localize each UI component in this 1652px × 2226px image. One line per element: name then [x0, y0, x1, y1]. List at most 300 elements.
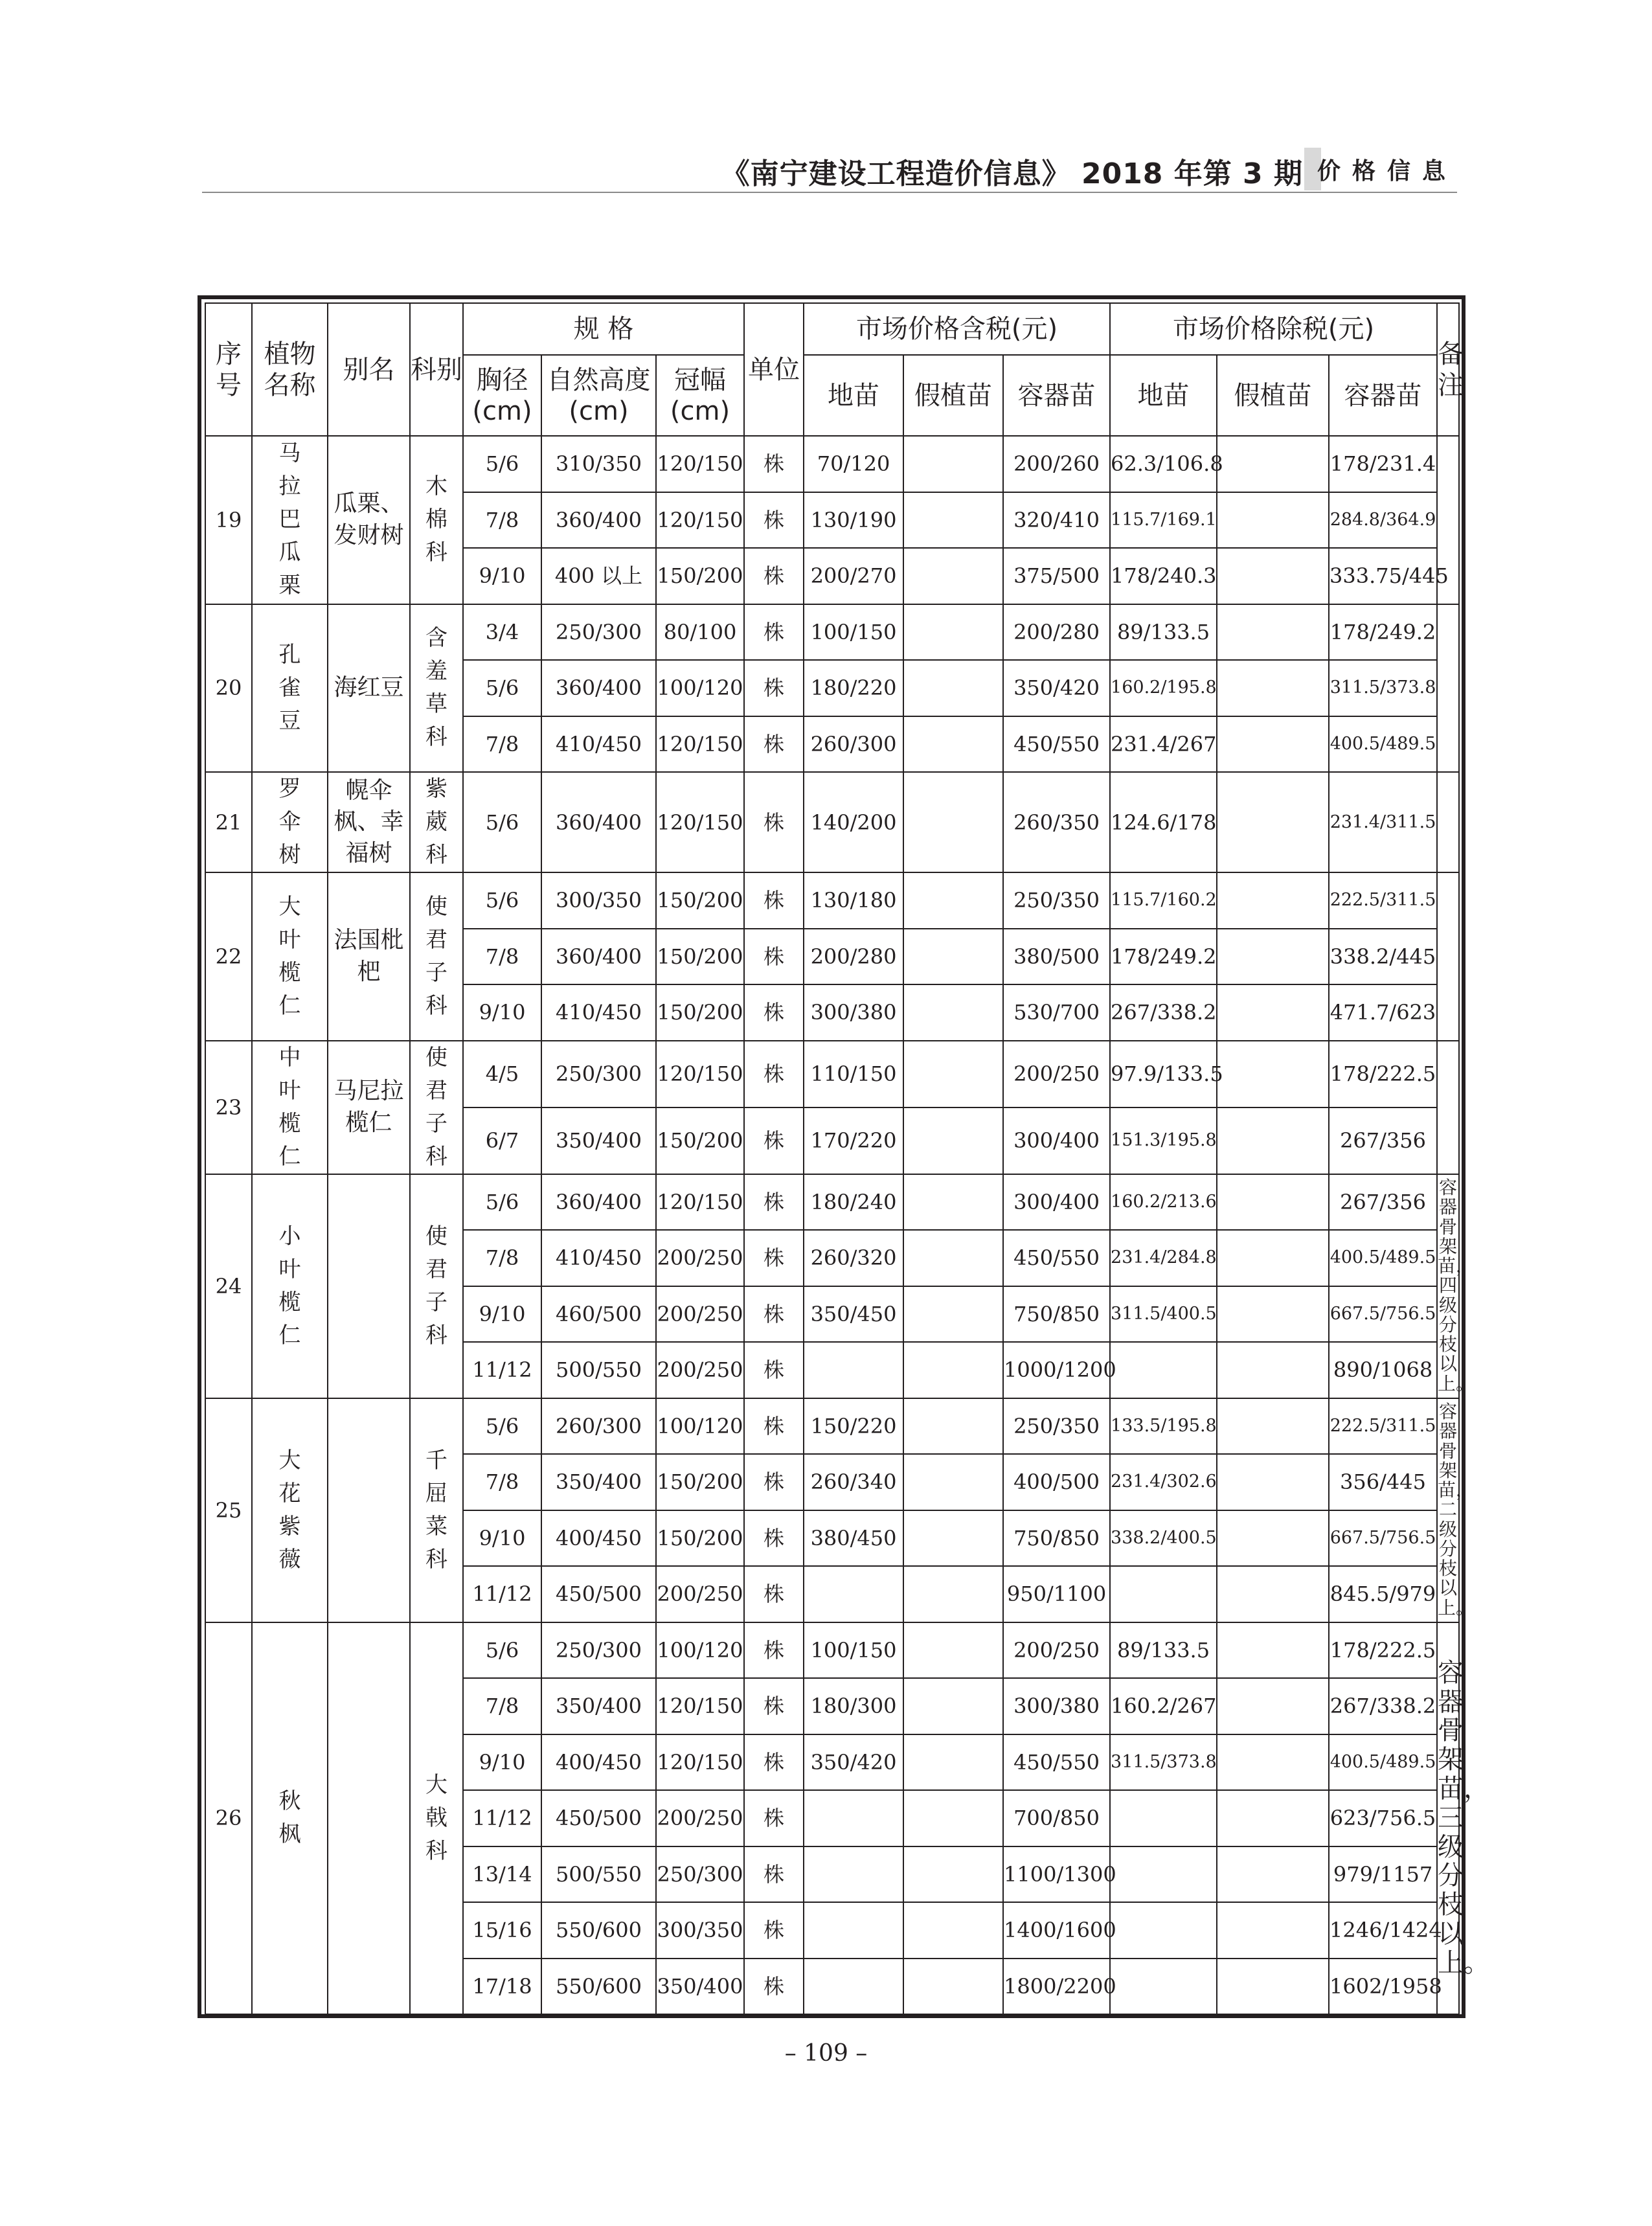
container-notax-cell: 471.7/623	[1329, 984, 1437, 1041]
ground-tax-cell: 100/150	[804, 604, 903, 661]
unit-cell: 株	[744, 1902, 804, 1959]
container-notax-cell: 222.5/311.5	[1329, 1398, 1437, 1455]
header-price-notax: 市场价格除税(元)	[1110, 303, 1437, 355]
height-cell: 410/450	[541, 716, 656, 773]
ground-tax-cell	[804, 1846, 903, 1903]
ground-tax-cell: 110/150	[804, 1041, 903, 1107]
height-cell: 360/400	[541, 772, 656, 872]
fake-tax-cell	[903, 436, 1003, 492]
container-notax-cell: 400.5/489.5	[1329, 1734, 1437, 1791]
fake-notax-cell	[1217, 1174, 1329, 1231]
fake-notax-cell	[1217, 1734, 1329, 1791]
crown-cell: 250/300	[656, 1846, 744, 1903]
table-row	[205, 872, 1459, 929]
unit-cell: 株	[744, 1107, 804, 1174]
container-notax-cell: 356/445	[1329, 1454, 1437, 1510]
container-notax-cell: 1246/1424	[1329, 1902, 1437, 1959]
dbh-cell: 9/10	[463, 548, 541, 604]
note-cell	[1437, 1041, 1459, 1174]
height-cell: 400 以上	[541, 548, 656, 604]
container-notax-cell: 178/231.4	[1329, 436, 1437, 492]
height-cell: 410/450	[541, 1230, 656, 1286]
unit-cell: 株	[744, 1398, 804, 1455]
unit-cell: 株	[744, 716, 804, 773]
height-cell: 550/600	[541, 1959, 656, 2015]
dbh-cell: 11/12	[463, 1790, 541, 1846]
container-tax-cell: 200/260	[1003, 436, 1110, 492]
dbh-cell: 5/6	[463, 872, 541, 929]
header-note: 备注	[1437, 303, 1459, 436]
crown-cell: 120/150	[656, 1678, 744, 1734]
header-height: 自然高度(cm)	[541, 355, 656, 436]
container-tax-cell: 320/410	[1003, 492, 1110, 549]
dbh-cell: 9/10	[463, 1286, 541, 1343]
header-dbh: 胸径(cm)	[463, 355, 541, 436]
unit-cell: 株	[744, 929, 804, 985]
header-alias: 别名	[328, 303, 410, 436]
header-ground-tax: 地苗	[804, 355, 903, 436]
crown-cell: 120/150	[656, 716, 744, 773]
crown-cell: 120/150	[656, 1734, 744, 1791]
container-tax-cell: 1800/2200	[1003, 1959, 1110, 2015]
dbh-cell: 9/10	[463, 1510, 541, 1567]
seq-cell: 24	[205, 1174, 252, 1398]
fake-notax-cell	[1217, 1041, 1329, 1107]
dbh-cell: 9/10	[463, 1734, 541, 1791]
table-row	[205, 604, 1459, 661]
container-tax-cell: 400/500	[1003, 1454, 1110, 1510]
container-notax-cell: 231.4/311.5	[1329, 772, 1437, 872]
fake-tax-cell	[903, 1622, 1003, 1679]
height-cell: 360/400	[541, 492, 656, 549]
fake-tax-cell	[903, 1398, 1003, 1455]
crown-cell: 100/120	[656, 660, 744, 716]
header-fake-tax: 假植苗	[903, 355, 1003, 436]
fake-notax-cell	[1217, 604, 1329, 661]
ground-notax-cell: 115.7/169.1	[1110, 492, 1217, 549]
ground-tax-cell	[804, 1902, 903, 1959]
dbh-cell: 7/8	[463, 716, 541, 773]
container-tax-cell: 250/350	[1003, 1398, 1110, 1455]
crown-cell: 150/200	[656, 548, 744, 604]
container-tax-cell: 375/500	[1003, 548, 1110, 604]
family-cell: 千屈菜科	[410, 1398, 463, 1622]
ground-notax-cell: 124.6/178	[1110, 772, 1217, 872]
height-cell: 450/500	[541, 1566, 656, 1622]
unit-cell: 株	[744, 772, 804, 872]
container-tax-cell: 200/250	[1003, 1041, 1110, 1107]
family-cell: 含羞草科	[410, 604, 463, 773]
crown-cell: 200/250	[656, 1790, 744, 1846]
ground-tax-cell: 180/240	[804, 1174, 903, 1231]
ground-tax-cell: 150/220	[804, 1398, 903, 1455]
fake-notax-cell	[1217, 1678, 1329, 1734]
unit-cell: 株	[744, 872, 804, 929]
note-cell	[1437, 872, 1459, 1041]
plant-name-cell: 罗伞树	[252, 772, 328, 872]
seq-cell: 26	[205, 1622, 252, 2015]
dbh-cell: 11/12	[463, 1566, 541, 1622]
container-tax-cell: 450/550	[1003, 716, 1110, 773]
seq-cell: 19	[205, 436, 252, 604]
plant-name-cell: 马拉巴瓜栗	[252, 436, 328, 604]
unit-cell: 株	[744, 492, 804, 549]
header-spec: 规 格	[463, 303, 744, 355]
fake-tax-cell	[903, 1041, 1003, 1107]
height-cell: 300/350	[541, 872, 656, 929]
dbh-cell: 9/10	[463, 984, 541, 1041]
fake-tax-cell	[903, 660, 1003, 716]
height-cell: 250/300	[541, 604, 656, 661]
crown-cell: 150/200	[656, 872, 744, 929]
fake-tax-cell	[903, 1734, 1003, 1791]
container-notax-cell: 333.75/445	[1329, 548, 1437, 604]
table-row	[205, 1622, 1459, 1679]
container-tax-cell: 300/400	[1003, 1107, 1110, 1174]
ground-notax-cell	[1110, 1342, 1217, 1398]
container-tax-cell: 260/350	[1003, 772, 1110, 872]
ground-tax-cell: 350/420	[804, 1734, 903, 1791]
crown-cell: 300/350	[656, 1902, 744, 1959]
fake-tax-cell	[903, 1107, 1003, 1174]
container-tax-cell: 450/550	[1003, 1230, 1110, 1286]
fake-notax-cell	[1217, 716, 1329, 773]
header-plant-name: 植物名称	[252, 303, 328, 436]
unit-cell: 株	[744, 1174, 804, 1231]
ground-tax-cell	[804, 1342, 903, 1398]
crown-cell: 150/200	[656, 929, 744, 985]
fake-notax-cell	[1217, 1454, 1329, 1510]
fake-notax-cell	[1217, 1902, 1329, 1959]
dbh-cell: 13/14	[463, 1846, 541, 1903]
ground-notax-cell: 231.4/284.8	[1110, 1230, 1217, 1286]
fake-tax-cell	[903, 1174, 1003, 1231]
ground-tax-cell: 180/220	[804, 660, 903, 716]
fake-notax-cell	[1217, 1342, 1329, 1398]
ground-tax-cell: 350/450	[804, 1286, 903, 1343]
container-notax-cell: 178/249.2	[1329, 604, 1437, 661]
ground-notax-cell	[1110, 1959, 1217, 2015]
crown-cell: 150/200	[656, 1107, 744, 1174]
height-cell: 460/500	[541, 1286, 656, 1343]
page-header	[202, 148, 1457, 193]
table-row	[205, 1174, 1459, 1231]
seq-cell: 25	[205, 1398, 252, 1622]
height-cell: 250/300	[541, 1041, 656, 1107]
container-tax-cell: 950/1100	[1003, 1566, 1110, 1622]
fake-tax-cell	[903, 1510, 1003, 1567]
dbh-cell: 7/8	[463, 929, 541, 985]
header-price-tax: 市场价格含税(元)	[804, 303, 1110, 355]
ground-notax-cell: 178/240.3	[1110, 548, 1217, 604]
crown-cell: 120/150	[656, 1041, 744, 1107]
header-family: 科别	[410, 303, 463, 436]
family-cell: 使君子科	[410, 872, 463, 1041]
unit-cell: 株	[744, 1622, 804, 1679]
crown-cell: 100/120	[656, 1398, 744, 1455]
header-rule	[202, 192, 1457, 193]
ground-tax-cell: 130/190	[804, 492, 903, 549]
crown-cell: 120/150	[656, 772, 744, 872]
container-tax-cell: 200/250	[1003, 1622, 1110, 1679]
ground-notax-cell: 160.2/195.8	[1110, 660, 1217, 716]
seq-cell: 21	[205, 772, 252, 872]
fake-tax-cell	[903, 548, 1003, 604]
header-seq: 序号	[205, 303, 252, 436]
unit-cell: 株	[744, 436, 804, 492]
ground-notax-cell: 160.2/267	[1110, 1678, 1217, 1734]
container-notax-cell: 667.5/756.5	[1329, 1510, 1437, 1567]
fake-notax-cell	[1217, 872, 1329, 929]
ground-notax-cell: 97.9/133.5	[1110, 1041, 1217, 1107]
container-tax-cell: 530/700	[1003, 984, 1110, 1041]
container-notax-cell: 623/756.5	[1329, 1790, 1437, 1846]
plant-name-cell: 小叶榄仁	[252, 1174, 328, 1398]
ground-notax-cell	[1110, 1566, 1217, 1622]
dbh-cell: 5/6	[463, 660, 541, 716]
container-notax-cell: 400.5/489.5	[1329, 1230, 1437, 1286]
page-number: – 109 –	[784, 2040, 868, 2067]
container-tax-cell: 1400/1600	[1003, 1902, 1110, 1959]
container-tax-cell: 1000/1200	[1003, 1342, 1110, 1398]
ground-notax-cell: 89/133.5	[1110, 1622, 1217, 1679]
height-cell: 500/550	[541, 1342, 656, 1398]
fake-notax-cell	[1217, 548, 1329, 604]
dbh-cell: 5/6	[463, 1622, 541, 1679]
ground-tax-cell: 260/340	[804, 1454, 903, 1510]
container-notax-cell: 178/222.5	[1329, 1622, 1437, 1679]
height-cell: 350/400	[541, 1454, 656, 1510]
ground-notax-cell: 62.3/106.8	[1110, 436, 1217, 492]
height-cell: 550/600	[541, 1902, 656, 1959]
container-tax-cell: 700/850	[1003, 1790, 1110, 1846]
ground-notax-cell: 151.3/195.8	[1110, 1107, 1217, 1174]
dbh-cell: 7/8	[463, 1678, 541, 1734]
ground-notax-cell: 267/338.2	[1110, 984, 1217, 1041]
unit-cell: 株	[744, 984, 804, 1041]
unit-cell: 株	[744, 1846, 804, 1903]
family-cell: 大戟科	[410, 1622, 463, 2015]
fake-tax-cell	[903, 929, 1003, 985]
note-cell: 容器骨架苗，四级分枝以上。	[1437, 1174, 1459, 1398]
ground-notax-cell: 178/249.2	[1110, 929, 1217, 985]
alias-cell: 法国枇杷	[328, 872, 410, 1041]
ground-tax-cell: 380/450	[804, 1510, 903, 1567]
header-container-notax: 容器苗	[1329, 355, 1437, 436]
note-cell	[1437, 772, 1459, 872]
fake-tax-cell	[903, 1902, 1003, 1959]
crown-cell: 200/250	[656, 1286, 744, 1343]
alias-cell	[328, 1622, 410, 2015]
height-cell: 360/400	[541, 1174, 656, 1231]
header-unit: 单位	[744, 303, 804, 436]
unit-cell: 株	[744, 1959, 804, 2015]
fake-tax-cell	[903, 604, 1003, 661]
unit-cell: 株	[744, 1678, 804, 1734]
alias-cell: 马尼拉榄仁	[328, 1041, 410, 1174]
container-notax-cell: 222.5/311.5	[1329, 872, 1437, 929]
crown-cell: 100/120	[656, 1622, 744, 1679]
dbh-cell: 6/7	[463, 1107, 541, 1174]
dbh-cell: 4/5	[463, 1041, 541, 1107]
container-tax-cell: 350/420	[1003, 660, 1110, 716]
fake-notax-cell	[1217, 1959, 1329, 2015]
fake-tax-cell	[903, 1566, 1003, 1622]
ground-tax-cell	[804, 1566, 903, 1622]
ground-notax-cell: 311.5/400.5	[1110, 1286, 1217, 1343]
price-table	[205, 302, 1490, 2015]
dbh-cell: 5/6	[463, 1398, 541, 1455]
crown-cell: 200/250	[656, 1342, 744, 1398]
unit-cell: 株	[744, 1286, 804, 1343]
container-notax-cell: 267/356	[1329, 1107, 1437, 1174]
container-tax-cell: 300/400	[1003, 1174, 1110, 1231]
note-cell	[1437, 604, 1459, 773]
fake-notax-cell	[1217, 984, 1329, 1041]
plant-name-cell: 中叶榄仁	[252, 1041, 328, 1174]
price-table-body	[205, 436, 1490, 2014]
unit-cell: 株	[744, 1454, 804, 1510]
unit-cell: 株	[744, 548, 804, 604]
dbh-cell: 5/6	[463, 1174, 541, 1231]
crown-cell: 120/150	[656, 492, 744, 549]
section-label: 价格信息	[1317, 158, 1457, 185]
container-notax-cell: 284.8/364.9	[1329, 492, 1437, 549]
ground-notax-cell: 160.2/213.6	[1110, 1174, 1217, 1231]
height-cell: 250/300	[541, 1622, 656, 1679]
ground-tax-cell: 200/270	[804, 548, 903, 604]
ground-tax-cell: 180/300	[804, 1678, 903, 1734]
unit-cell: 株	[744, 1230, 804, 1286]
dbh-cell: 17/18	[463, 1959, 541, 2015]
ground-tax-cell: 170/220	[804, 1107, 903, 1174]
fake-notax-cell	[1217, 1230, 1329, 1286]
unit-cell: 株	[744, 1734, 804, 1791]
publication-title: 《南宁建设工程造价信息》 2018 年第 3 期	[721, 157, 1303, 190]
height-cell: 360/400	[541, 660, 656, 716]
fake-tax-cell	[903, 772, 1003, 872]
ground-notax-cell: 133.5/195.8	[1110, 1398, 1217, 1455]
height-cell: 400/450	[541, 1510, 656, 1567]
ground-tax-cell: 140/200	[804, 772, 903, 872]
header-container-tax: 容器苗	[1003, 355, 1110, 436]
dbh-cell: 7/8	[463, 492, 541, 549]
fake-tax-cell	[903, 1678, 1003, 1734]
fake-notax-cell	[1217, 492, 1329, 549]
fake-notax-cell	[1217, 1107, 1329, 1174]
family-cell: 使君子科	[410, 1041, 463, 1174]
crown-cell: 150/200	[656, 1510, 744, 1567]
fake-notax-cell	[1217, 1622, 1329, 1679]
height-cell: 400/450	[541, 1734, 656, 1791]
ground-tax-cell: 70/120	[804, 436, 903, 492]
plant-name-cell: 大花紫薇	[252, 1398, 328, 1622]
unit-cell: 株	[744, 1566, 804, 1622]
container-tax-cell: 750/850	[1003, 1510, 1110, 1567]
fake-notax-cell	[1217, 1846, 1329, 1903]
dbh-cell: 5/6	[463, 772, 541, 872]
family-cell: 紫葳科	[410, 772, 463, 872]
container-tax-cell: 750/850	[1003, 1286, 1110, 1343]
dbh-cell: 11/12	[463, 1342, 541, 1398]
ground-notax-cell	[1110, 1902, 1217, 1959]
note-cell: 容器骨架苗，三级分枝以上。	[1437, 1622, 1459, 2015]
fake-notax-cell	[1217, 1790, 1329, 1846]
fake-tax-cell	[903, 984, 1003, 1041]
container-notax-cell: 267/356	[1329, 1174, 1437, 1231]
ground-notax-cell: 338.2/400.5	[1110, 1510, 1217, 1567]
fake-tax-cell	[903, 1342, 1003, 1398]
unit-cell: 株	[744, 1510, 804, 1567]
plant-name-cell: 大叶榄仁	[252, 872, 328, 1041]
crown-cell: 350/400	[656, 1959, 744, 2015]
container-notax-cell: 1602/1958	[1329, 1959, 1437, 2015]
ground-notax-cell: 311.5/373.8	[1110, 1734, 1217, 1791]
fake-tax-cell	[903, 1790, 1003, 1846]
fake-tax-cell	[903, 872, 1003, 929]
container-tax-cell: 250/350	[1003, 872, 1110, 929]
ground-tax-cell	[804, 1959, 903, 2015]
container-notax-cell: 400.5/489.5	[1329, 716, 1437, 773]
container-tax-cell: 1100/1300	[1003, 1846, 1110, 1903]
height-cell: 410/450	[541, 984, 656, 1041]
header-ground-notax: 地苗	[1110, 355, 1217, 436]
unit-cell: 株	[744, 604, 804, 661]
fake-tax-cell	[903, 1230, 1003, 1286]
height-cell: 350/400	[541, 1107, 656, 1174]
unit-cell: 株	[744, 1790, 804, 1846]
container-tax-cell: 450/550	[1003, 1734, 1110, 1791]
unit-cell: 株	[744, 1342, 804, 1398]
fake-tax-cell	[903, 716, 1003, 773]
container-notax-cell: 667.5/756.5	[1329, 1286, 1437, 1343]
crown-cell: 150/200	[656, 1454, 744, 1510]
alias-cell: 幌伞枫、幸福树	[328, 772, 410, 872]
fake-notax-cell	[1217, 436, 1329, 492]
ground-tax-cell: 260/300	[804, 716, 903, 773]
family-cell: 木棉科	[410, 436, 463, 604]
dbh-cell: 7/8	[463, 1454, 541, 1510]
crown-cell: 120/150	[656, 436, 744, 492]
dbh-cell: 7/8	[463, 1230, 541, 1286]
dbh-cell: 5/6	[463, 436, 541, 492]
container-tax-cell: 200/280	[1003, 604, 1110, 661]
height-cell: 310/350	[541, 436, 656, 492]
alias-cell	[328, 1174, 410, 1398]
alias-cell: 海红豆	[328, 604, 410, 773]
height-cell: 450/500	[541, 1790, 656, 1846]
fake-notax-cell	[1217, 772, 1329, 872]
plant-name-cell: 秋枫	[252, 1622, 328, 2015]
fake-notax-cell	[1217, 1510, 1329, 1567]
crown-cell: 200/250	[656, 1230, 744, 1286]
container-notax-cell: 979/1157	[1329, 1846, 1437, 1903]
table-row	[205, 436, 1459, 492]
unit-cell: 株	[744, 1041, 804, 1107]
unit-cell: 株	[744, 660, 804, 716]
height-cell: 260/300	[541, 1398, 656, 1455]
table-row	[205, 1041, 1459, 1107]
header-crown: 冠幅(cm)	[656, 355, 744, 436]
ground-notax-cell	[1110, 1846, 1217, 1903]
container-tax-cell: 300/380	[1003, 1678, 1110, 1734]
seq-cell: 20	[205, 604, 252, 773]
ground-notax-cell: 115.7/160.2	[1110, 872, 1217, 929]
fake-tax-cell	[903, 492, 1003, 549]
height-cell: 500/550	[541, 1846, 656, 1903]
family-cell: 使君子科	[410, 1174, 463, 1398]
alias-cell: 瓜栗、发财树	[328, 436, 410, 604]
